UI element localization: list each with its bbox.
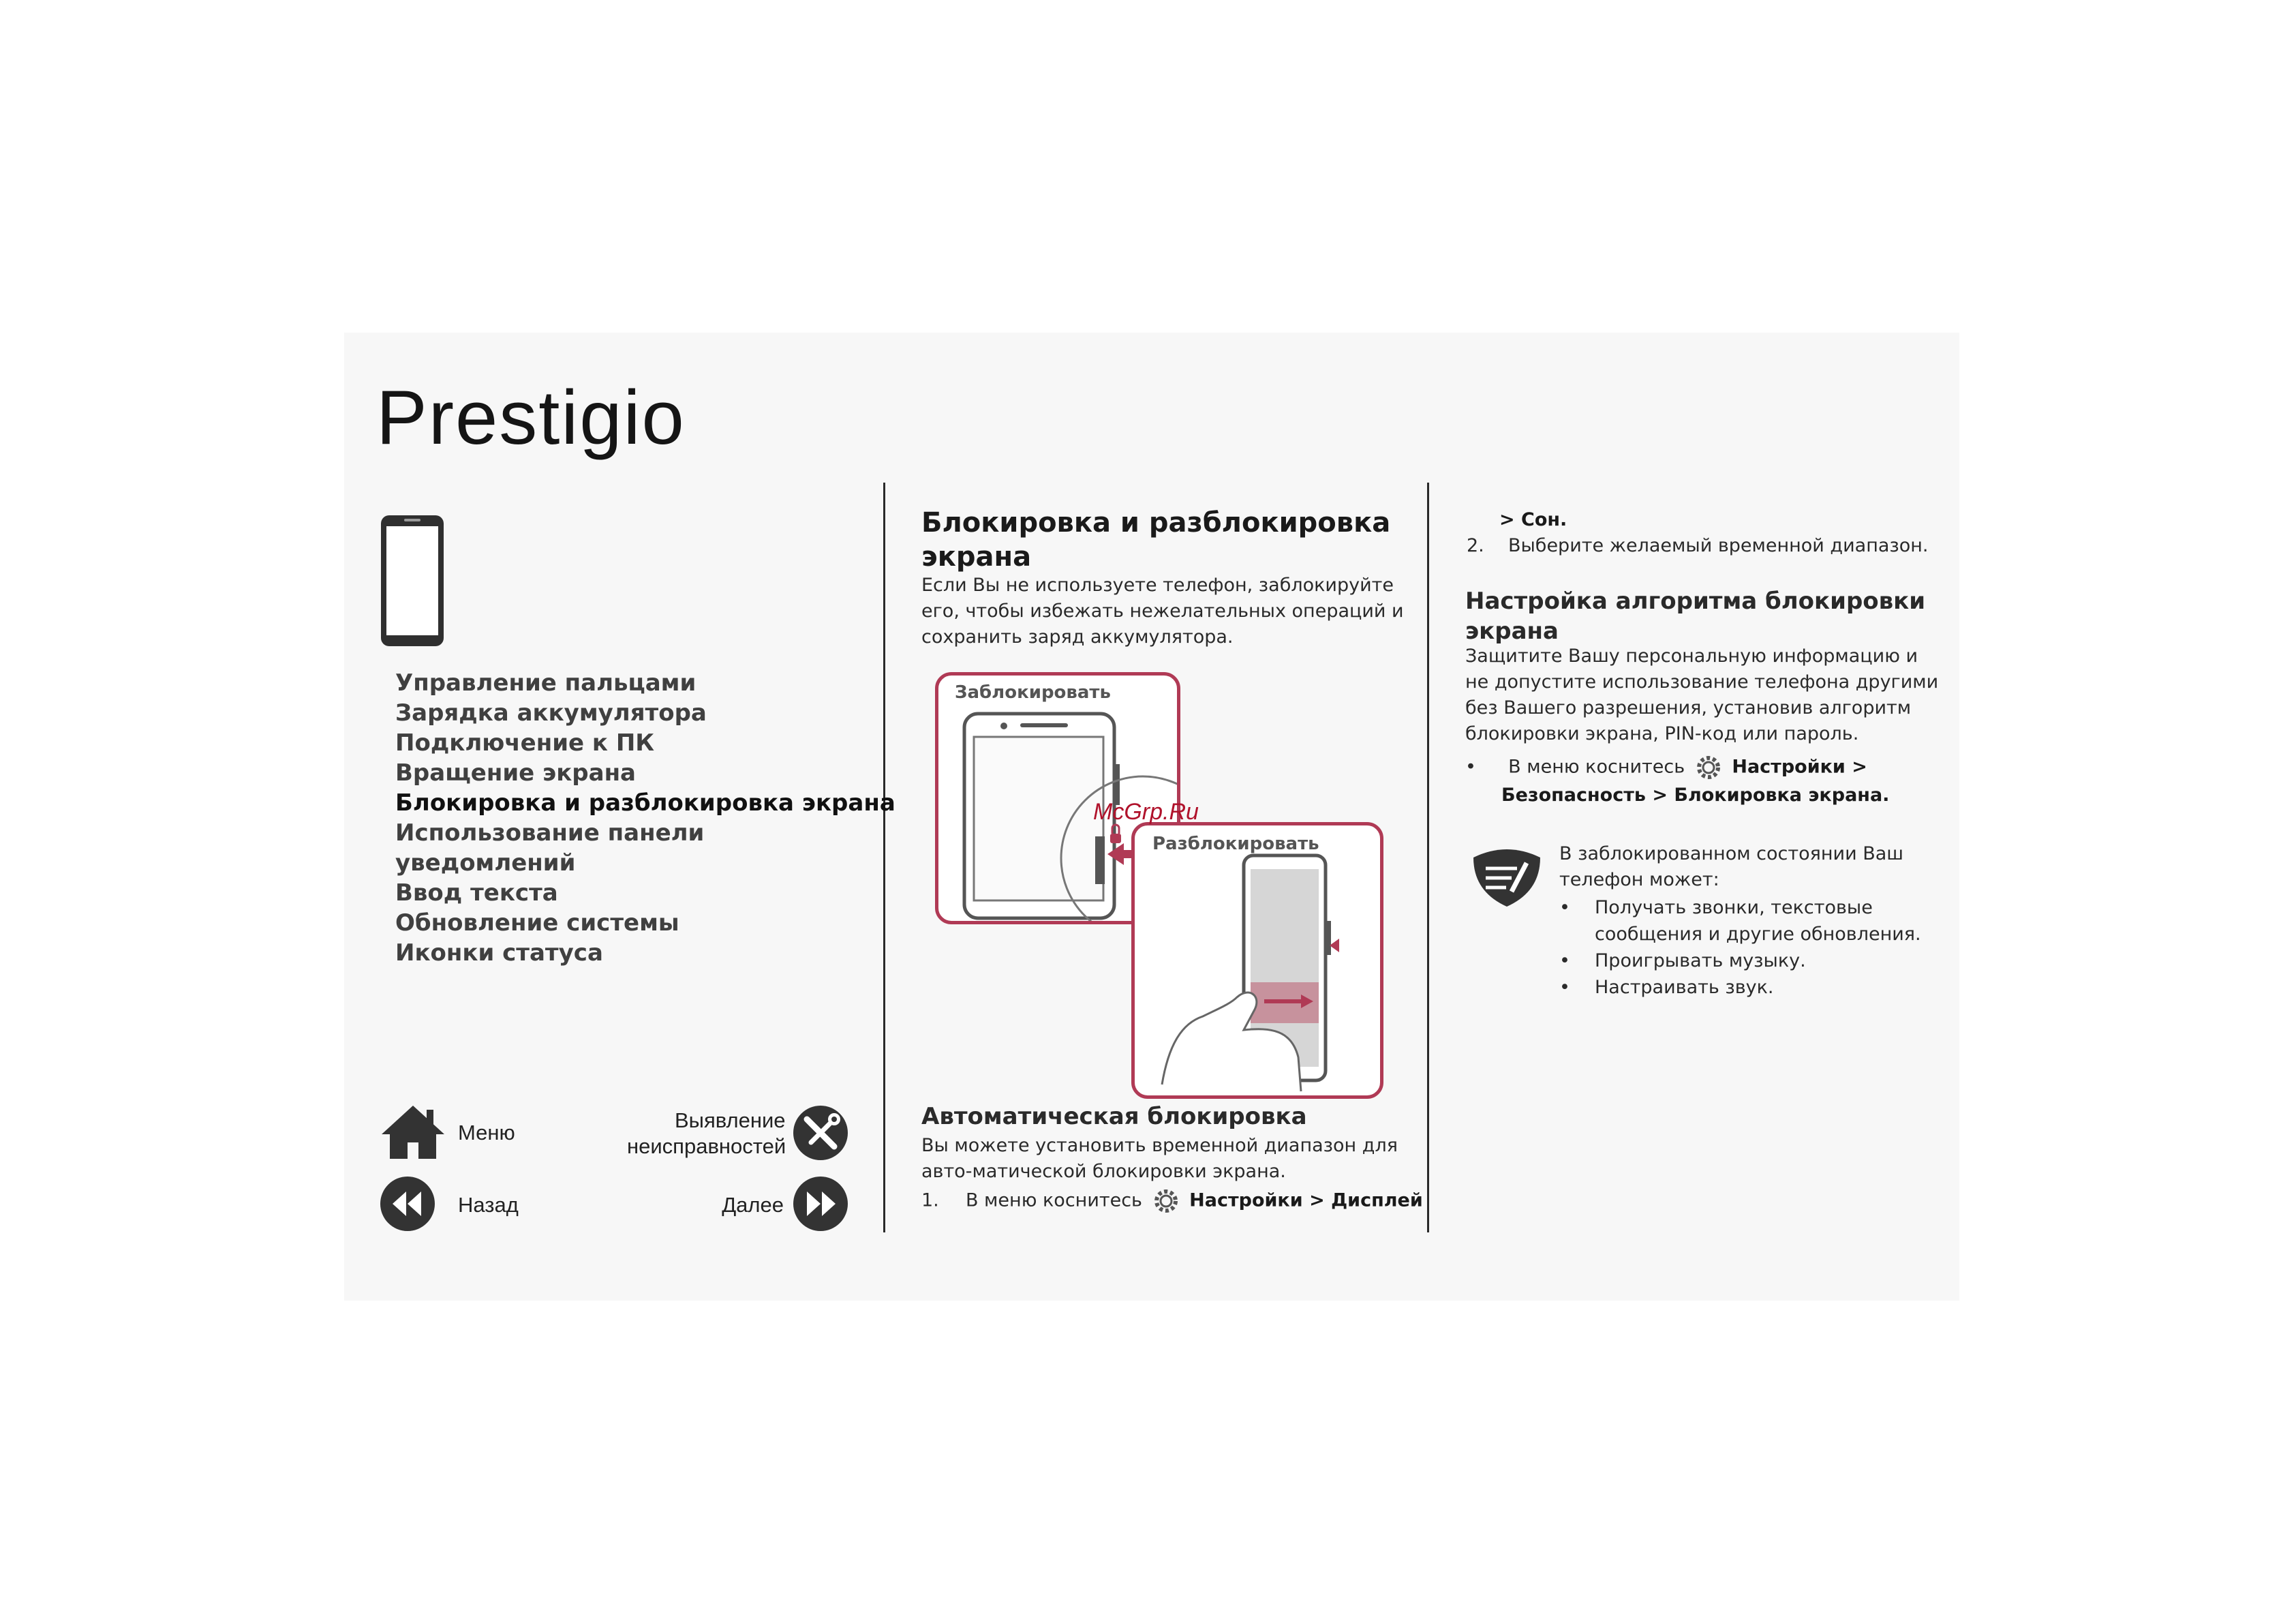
- text-line: Защитите Вашу персональную информацию и: [1465, 646, 1918, 667]
- text-line: сохранить заряд аккумулятора.: [921, 626, 1234, 648]
- step-number: 2.: [1467, 535, 1484, 556]
- toc-item[interactable]: Иконки статуса: [395, 939, 603, 967]
- settings-path: Настройки >: [1732, 756, 1867, 778]
- toc-item-active[interactable]: Блокировка и разблокировка экрана: [395, 789, 896, 817]
- text-line: его, чтобы избежать нежелательных операций и: [921, 601, 1404, 622]
- security-path: Безопасность > Блокировка экрана.: [1501, 785, 1890, 806]
- list-item: • Настраивать звук.: [1559, 977, 1774, 998]
- toc-item[interactable]: Зарядка аккумулятора: [395, 699, 707, 727]
- watermark: McGrp.Ru: [1093, 799, 1199, 825]
- wrench-icon[interactable]: [792, 1104, 849, 1162]
- title-line: экрана: [1465, 618, 1559, 645]
- step-text: В меню коснитесь: [965, 1189, 1142, 1211]
- section-title-line: Блокировка и разблокировка: [921, 507, 1391, 539]
- note-icon: [1469, 844, 1544, 909]
- toc-item[interactable]: Обновление системы: [395, 909, 679, 937]
- phone-icon: [378, 513, 446, 649]
- prestigio-logo: Prestigio: [376, 375, 686, 460]
- troubleshoot-link[interactable]: Выявление: [675, 1108, 786, 1132]
- next-link[interactable]: Далее: [722, 1193, 784, 1217]
- note-list: [1559, 894, 1921, 1001]
- toc-item[interactable]: Управление пальцами: [395, 669, 697, 697]
- sleep-text: > Сон.: [1499, 509, 1567, 530]
- bullet-dot: •: [1465, 756, 1476, 778]
- toc-item[interactable]: Ввод текста: [395, 879, 558, 907]
- step-1: [921, 1186, 1423, 1216]
- lock-algorithm-title: [1465, 586, 1925, 646]
- text-line: авто-матической блокировки экрана.: [921, 1161, 1286, 1182]
- back-icon[interactable]: [379, 1175, 436, 1232]
- phone-unlock-drawing: [1135, 825, 1380, 1095]
- bullet-text: В меню коснитесь: [1508, 756, 1685, 778]
- note-paragraph: [1559, 841, 1903, 893]
- auto-lock-paragraph: [921, 1133, 1398, 1185]
- text-line: блокировки экрана, PIN-код или пароль.: [1465, 723, 1859, 744]
- text-line: не допустите использование телефона другими: [1465, 671, 1939, 693]
- section-title: [921, 506, 1390, 574]
- title-line: Настройка алгоритма блокировки: [1465, 588, 1926, 615]
- toc-item[interactable]: Вращение экрана: [395, 759, 636, 787]
- back-link[interactable]: Назад: [458, 1193, 519, 1217]
- settings-gear-icon: [1151, 1186, 1181, 1216]
- text-line: В заблокированном состоянии Ваш: [1559, 843, 1903, 864]
- lock-label: Заблокировать: [955, 682, 1111, 703]
- text-line: без Вашего разрешения, установив алгоритм: [1465, 697, 1912, 718]
- unlock-label: Разблокировать: [1152, 834, 1319, 854]
- settings-path: Настройки > Дисплей: [1189, 1189, 1423, 1211]
- home-icon[interactable]: [379, 1103, 447, 1162]
- settings-gear-icon: [1694, 753, 1724, 783]
- column-divider: [1427, 483, 1429, 1232]
- menu-link[interactable]: Меню: [458, 1121, 515, 1144]
- lock-algorithm-paragraph: [1465, 643, 1938, 747]
- security-bullet: [1465, 753, 1889, 808]
- list-item: сообщения и другие обновления.: [1595, 924, 1921, 945]
- step-text: Выберите желаемый временной диапазон.: [1507, 535, 1929, 556]
- step-number: 1.: [921, 1189, 939, 1211]
- step-2: [1467, 533, 1929, 559]
- toc-item[interactable]: Использование панели: [395, 819, 705, 847]
- text-line: телефон может:: [1559, 869, 1719, 890]
- toc-item[interactable]: Подключение к ПК: [395, 729, 655, 757]
- unlock-illustration: [1131, 822, 1383, 1099]
- troubleshoot-link-line2[interactable]: неисправностей: [627, 1134, 786, 1158]
- next-icon[interactable]: [792, 1175, 849, 1232]
- text-line: Если Вы не используете телефон, заблокируйте: [921, 575, 1394, 596]
- table-of-contents: [395, 668, 896, 968]
- list-item: • Получать звонки, текстовые: [1559, 897, 1873, 918]
- sleep-continuation: [1499, 507, 1567, 533]
- intro-paragraph: [921, 573, 1404, 650]
- section-title-line: экрана: [921, 541, 1032, 573]
- toc-item[interactable]: уведомлений: [395, 849, 576, 877]
- text-line: Вы можете установить временной диапазон для: [921, 1135, 1398, 1156]
- auto-lock-title: Автоматическая блокировка: [921, 1103, 1307, 1130]
- list-item: • Проигрывать музыку.: [1559, 950, 1806, 971]
